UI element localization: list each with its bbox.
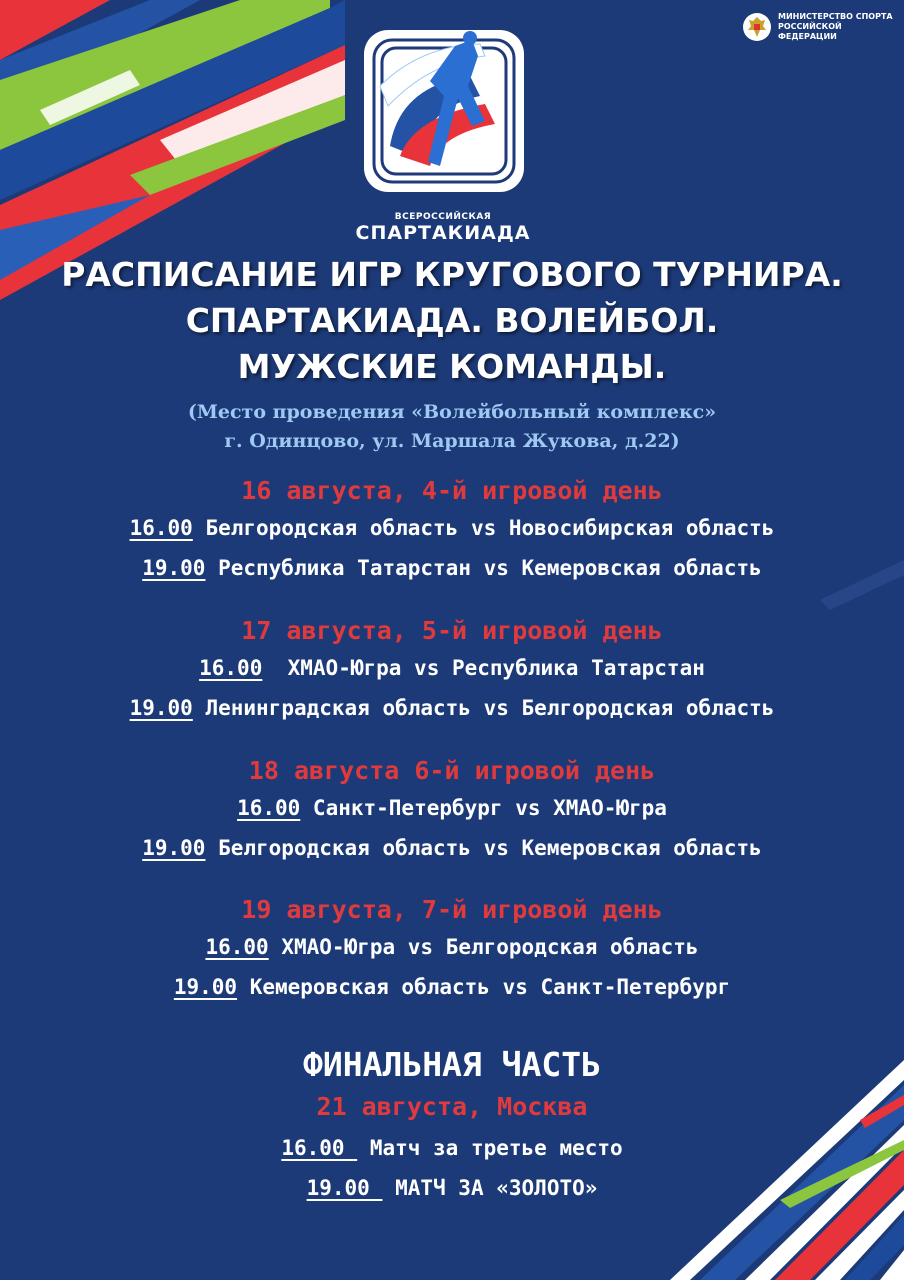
match-teams: Кемеровская область vs Санкт-Петербург <box>237 975 731 999</box>
match-row <box>0 788 904 828</box>
match-row <box>0 688 904 728</box>
match-row <box>0 1128 904 1168</box>
match-teams: МАТЧ ЗА «ЗОЛОТО» <box>382 1176 598 1200</box>
match-teams: Ленинградская область vs Белгородская область <box>192 696 775 720</box>
match-row <box>0 648 904 688</box>
match-time: 16.00 <box>199 656 263 680</box>
match-time: 19.00 <box>173 975 238 999</box>
day-title: 16 августа, 4-й игровой день <box>241 476 663 505</box>
ministry-block <box>742 12 898 42</box>
title-line-2: СПАРТАКИАДА. ВОЛЕЙБОЛ. <box>185 301 719 340</box>
match-teams: Санкт-Петербург vs ХМАО-Югра <box>300 796 667 820</box>
logo-caption-small: ВСЕРОССИЙСКАЯ <box>394 212 492 222</box>
final-matches <box>0 1128 904 1208</box>
spartakiada-logo-icon <box>360 26 528 196</box>
match-time: 19.00 <box>306 1176 383 1200</box>
day-title: 18 августа 6-й игровой день <box>248 756 656 785</box>
match-time: 19.00 <box>142 836 206 860</box>
schedule-day <box>0 614 904 728</box>
schedule-day <box>0 893 904 1007</box>
match-time: 16.00 <box>205 935 269 959</box>
final-title: ФИНАЛЬНАЯ ЧАСТЬ <box>302 1045 601 1084</box>
match-time: 16.00 <box>129 516 193 540</box>
title-line-3: МУЖСКИЕ КОМАНДЫ. <box>237 347 667 386</box>
venue-line-2: г. Одинцово, ул. Маршала Жукова, д.22) <box>224 430 680 452</box>
match-teams: Белгородская область vs Новосибирская область <box>192 516 775 540</box>
coat-of-arms-icon <box>742 12 772 42</box>
match-row <box>0 1168 904 1208</box>
match-row <box>0 508 904 548</box>
match-time: 16.00 <box>237 796 301 820</box>
logo-caption-big: СПАРТАКИАДА <box>355 222 531 244</box>
match-row <box>0 927 904 967</box>
venue-info <box>0 398 904 456</box>
match-row <box>0 828 904 868</box>
match-time: 19.00 <box>142 556 206 580</box>
match-teams: Матч за третье место <box>357 1136 623 1160</box>
page-title <box>0 252 904 390</box>
match-time: 19.00 <box>129 696 193 720</box>
final-date: 21 августа, Москва <box>316 1092 588 1121</box>
ministry-line-2: РОССИЙСКОЙ ФЕДЕРАЦИИ <box>778 22 842 41</box>
match-teams: Белгородская область vs Кемеровская область <box>205 836 762 860</box>
venue-line-1: (Место проведения «Волейбольный комплекс» <box>187 401 717 423</box>
match-teams: ХМАО-Югра vs Белгородская область <box>268 935 699 959</box>
schedule-day <box>0 474 904 588</box>
match-teams: Республика Татарстан vs Кемеровская область <box>205 556 762 580</box>
day-title: 19 августа, 7-й игровой день <box>241 895 663 924</box>
day-title: 17 августа, 5-й игровой день <box>241 616 663 645</box>
match-teams: ХМАО-Югра vs Республика Татарстан <box>262 656 705 680</box>
match-row <box>0 967 904 1007</box>
match-time: 16.00 <box>281 1136 358 1160</box>
title-line-1: РАСПИСАНИЕ ИГР КРУГОВОГО ТУРНИРА. <box>61 255 843 294</box>
ministry-line-1: МИНИСТЕРСТВО СПОРТА <box>778 12 893 21</box>
logo-caption <box>340 212 546 244</box>
schedule-day <box>0 754 904 868</box>
match-row <box>0 548 904 588</box>
